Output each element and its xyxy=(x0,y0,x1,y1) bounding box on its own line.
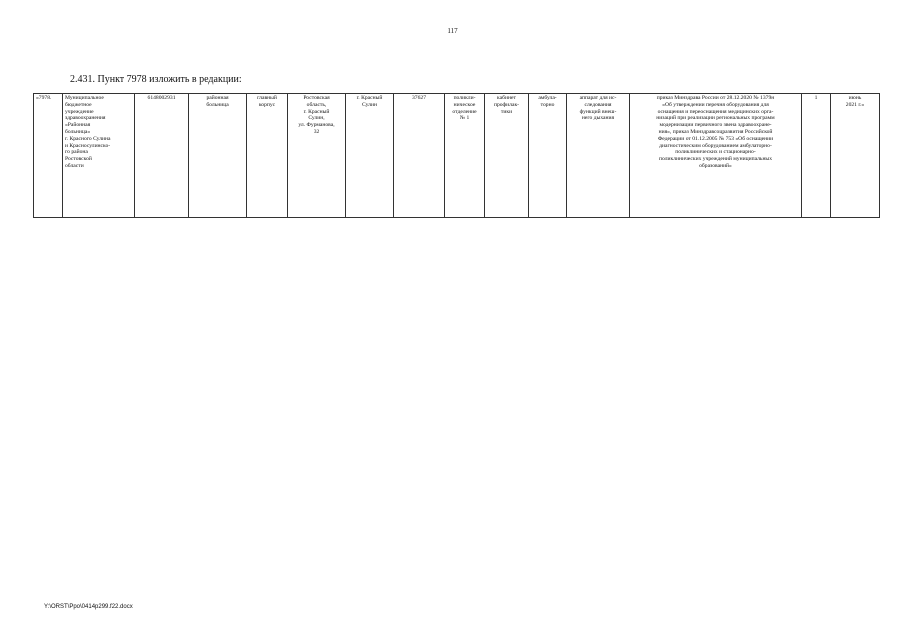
equipment-table xyxy=(33,93,880,218)
page-number: 117 xyxy=(447,27,458,35)
cell-equipment: аппарат для ис- следования функций внеш- него дыхания xyxy=(567,94,630,218)
amendment-heading: 2.431. Пункт 7978 изложить в редакции: xyxy=(70,74,242,85)
cell-cabinet: кабинет профилак- тики xyxy=(485,94,529,218)
table-row xyxy=(34,94,880,218)
file-path-footer: Y:\ORST\Ppo\0414p299.f22.docx xyxy=(44,604,133,610)
cell-department: поликли- ническое отделение № 1 xyxy=(445,94,485,218)
cell-code: 37627 xyxy=(394,94,445,218)
cell-number: «7978. xyxy=(34,94,63,218)
cell-quantity: 1 xyxy=(802,94,831,218)
cell-order: приказ Минздрава России от 28.12.2020 № 1379н «Об утверждении перечня оборудования для оснащения и переоснащения медицинских орга- низаций при реализации региональных программ модернизации первичного звена здравоохране- ния», приказ Минздравсоцразвития Российской Федерации от 01.12.2005 № 753 «Об оснащении диагностическим оборудованием амбулаторно- поликлинических и стационарно- поликлинических учреждений муниципальных образований» xyxy=(630,94,802,218)
cell-city: г. Красный Сулин xyxy=(346,94,394,218)
cell-organization: Муниципальное бюджетное учреждение здравоохранения «Районная больница» г. Красного Сулина и Красносулинско- го района Ростовской области xyxy=(63,94,135,218)
cell-care-type: амбула- торно xyxy=(529,94,567,218)
cell-date: июнь 2021 г.» xyxy=(831,94,880,218)
cell-facility-type: районная больница xyxy=(189,94,247,218)
cell-address: Ростовская область, г. Красный Сулин, ул. Фурманова, 32 xyxy=(288,94,346,218)
cell-inn: 6148002931 xyxy=(135,94,189,218)
cell-building: главный корпус xyxy=(247,94,288,218)
